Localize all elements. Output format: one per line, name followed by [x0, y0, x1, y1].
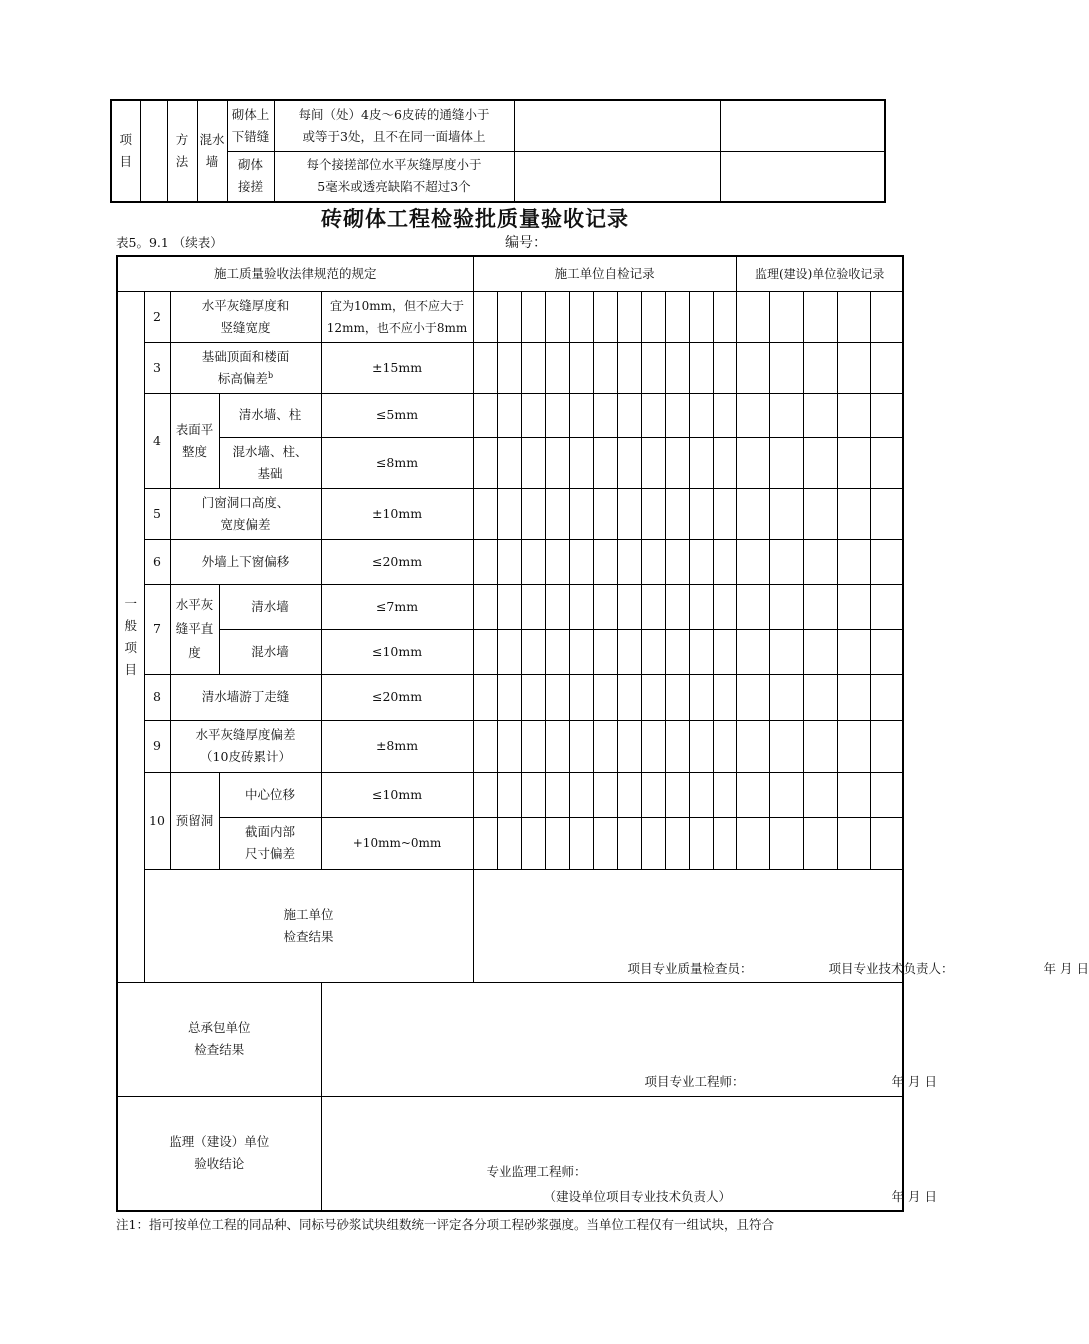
item-joint-connection: 砌体 接搓 — [227, 151, 274, 202]
record-cell[interactable] — [713, 629, 736, 674]
record-cell[interactable] — [473, 342, 497, 393]
item-name: 水平灰缝厚度偏差 （10皮砖累计） — [170, 720, 321, 772]
general-contractor-section-body[interactable] — [321, 982, 937, 1096]
supervisor-record-cell[interactable] — [803, 674, 837, 720]
record-cell[interactable] — [545, 629, 569, 674]
supervisor-record-cell[interactable] — [736, 488, 769, 539]
supervisor-record-cell[interactable] — [736, 629, 769, 674]
supervisor-record-cell[interactable] — [769, 629, 803, 674]
record-cell[interactable] — [641, 817, 665, 869]
record-cell[interactable] — [569, 393, 593, 437]
supervisor-record-cell[interactable] — [870, 488, 903, 539]
record-cell[interactable] — [545, 437, 569, 488]
record-cell[interactable] — [641, 674, 665, 720]
item-subname: 混水墙、柱、 基础 — [219, 437, 321, 488]
record-cell[interactable] — [545, 772, 569, 817]
supervisor-cell[interactable] — [720, 151, 885, 202]
supervisor-record-cell[interactable] — [736, 342, 769, 393]
record-cell[interactable] — [617, 437, 641, 488]
item-requirement: ≤8mm — [321, 437, 473, 488]
item-name: 外墙上下窗偏移 — [170, 539, 321, 584]
record-cell[interactable] — [497, 437, 521, 488]
record-cell[interactable] — [521, 393, 545, 437]
record-cell[interactable] — [641, 772, 665, 817]
supervisor-record-cell[interactable] — [769, 539, 803, 584]
record-cell[interactable] — [473, 674, 497, 720]
record-cell[interactable] — [593, 674, 617, 720]
item-number: 2 — [144, 291, 170, 342]
item-number: 10 — [144, 772, 170, 869]
supervisor-record-cell[interactable] — [803, 629, 837, 674]
supervisor-record-cell[interactable] — [769, 772, 803, 817]
record-cell[interactable] — [641, 720, 665, 772]
record-cell[interactable] — [473, 584, 497, 629]
record-cell[interactable] — [617, 772, 641, 817]
record-cell[interactable] — [497, 720, 521, 772]
record-cell[interactable] — [521, 584, 545, 629]
supervisor-record-cell[interactable] — [837, 584, 870, 629]
record-cell[interactable] — [545, 393, 569, 437]
item-subname: 清水墙、柱 — [219, 393, 321, 437]
record-cell[interactable] — [569, 817, 593, 869]
record-cell[interactable] — [665, 720, 689, 772]
record-cell[interactable] — [641, 539, 665, 584]
item-name: 水平灰缝厚度和 竖缝宽度 — [170, 291, 321, 342]
supervisor-record-cell[interactable] — [769, 720, 803, 772]
supervisor-record-cell[interactable] — [769, 393, 803, 437]
record-cell[interactable] — [569, 437, 593, 488]
blank-cell — [140, 100, 167, 202]
supervisor-record-cell[interactable] — [870, 584, 903, 629]
header-spec: 施工质量验收法律规范的规定 — [117, 256, 473, 291]
record-cell[interactable] — [473, 488, 497, 539]
record-cell[interactable] — [545, 342, 569, 393]
record-cell[interactable] — [497, 488, 521, 539]
record-cell[interactable] — [521, 817, 545, 869]
record-cell[interactable] — [689, 584, 713, 629]
record-cell[interactable] — [665, 629, 689, 674]
record-cell[interactable] — [569, 291, 593, 342]
record-cell[interactable] — [665, 817, 689, 869]
record-cell[interactable] — [473, 772, 497, 817]
record-cell[interactable] — [545, 674, 569, 720]
general-contractor-date[interactable]: 年 月 日 — [891, 1073, 937, 1089]
record-cell[interactable] — [713, 720, 736, 772]
record-cell[interactable] — [593, 342, 617, 393]
header-supervisor: 监理(建设)单位验收记录 — [736, 256, 903, 291]
record-cell[interactable] — [617, 291, 641, 342]
supervisor-record-cell[interactable] — [803, 817, 837, 869]
req-joint-connection: 每个接搓部位水平灰缝厚度小于 5毫米或透亮缺陷不超过3个 — [274, 151, 514, 202]
self-check-cell[interactable] — [514, 100, 720, 151]
record-cell[interactable] — [521, 342, 545, 393]
record-cell[interactable] — [713, 772, 736, 817]
record-cell[interactable] — [713, 584, 736, 629]
record-cell[interactable] — [665, 539, 689, 584]
record-cell[interactable] — [641, 629, 665, 674]
record-cell[interactable] — [617, 629, 641, 674]
supervisor-record-cell[interactable] — [837, 437, 870, 488]
supervisor-record-cell[interactable] — [803, 342, 837, 393]
record-cell[interactable] — [545, 291, 569, 342]
record-cell[interactable] — [593, 817, 617, 869]
item-requirement: +10mm~0mm — [321, 817, 473, 869]
supervisor-record-cell[interactable] — [769, 488, 803, 539]
item-name: 门窗洞口高度、 宽度偏差 — [170, 488, 321, 539]
record-cell[interactable] — [569, 539, 593, 584]
item-requirement: ≤5mm — [321, 393, 473, 437]
supervisor-record-cell[interactable] — [870, 291, 903, 342]
record-cell[interactable] — [497, 291, 521, 342]
supervisor-record-cell[interactable] — [736, 584, 769, 629]
record-cell[interactable] — [521, 720, 545, 772]
record-cell[interactable] — [593, 772, 617, 817]
item-group: 预留洞 — [170, 772, 219, 869]
supervisor-record-cell[interactable] — [803, 584, 837, 629]
record-cell[interactable] — [569, 488, 593, 539]
item-subname: 混水墙 — [219, 629, 321, 674]
tech-lead-signature[interactable]: 项目专业技术负责人： — [828, 960, 954, 976]
owner-tech-lead-signature[interactable]: （建设单位项目专业技术负责人） — [543, 1188, 732, 1204]
supervisor-record-cell[interactable] — [837, 488, 870, 539]
general-contractor-section-label: 总承包单位 检查结果 — [117, 982, 321, 1096]
supervisor-record-cell[interactable] — [837, 393, 870, 437]
record-cell[interactable] — [593, 437, 617, 488]
project-engineer-signature[interactable]: 项目专业工程师： — [644, 1073, 745, 1089]
supervisor-record-cell[interactable] — [736, 772, 769, 817]
record-cell[interactable] — [641, 437, 665, 488]
record-cell[interactable] — [545, 488, 569, 539]
supervisor-record-cell[interactable] — [803, 720, 837, 772]
record-cell[interactable] — [521, 629, 545, 674]
record-cell[interactable] — [689, 629, 713, 674]
item-number: 3 — [144, 342, 170, 393]
record-cell[interactable] — [713, 539, 736, 584]
record-cell[interactable] — [593, 393, 617, 437]
record-cell[interactable] — [569, 629, 593, 674]
record-cell[interactable] — [497, 342, 521, 393]
record-cell[interactable] — [545, 720, 569, 772]
supervisor-record-cell[interactable] — [769, 437, 803, 488]
item-number: 7 — [144, 584, 170, 674]
record-cell[interactable] — [569, 772, 593, 817]
supervisor-record-cell[interactable] — [870, 629, 903, 674]
record-cell[interactable] — [497, 629, 521, 674]
supervisor-record-cell[interactable] — [870, 342, 903, 393]
item-number: 5 — [144, 488, 170, 539]
supervisor-record-cell[interactable] — [803, 437, 837, 488]
record-cell[interactable] — [473, 437, 497, 488]
record-cell[interactable] — [473, 291, 497, 342]
supervising-engineer-signature[interactable]: 专业监理工程师： — [486, 1163, 587, 1179]
supervisor-record-cell[interactable] — [870, 539, 903, 584]
record-cell[interactable] — [473, 720, 497, 772]
record-cell[interactable] — [521, 291, 545, 342]
method-label-cell: 方 法 — [167, 100, 197, 202]
page-title: 砖砌体工程检验批质量验收记录 — [321, 207, 629, 231]
footnote-mark: b — [267, 370, 274, 380]
record-cell[interactable] — [689, 393, 713, 437]
contractor-section-label: 施工单位 检查结果 — [144, 869, 473, 982]
record-cell[interactable] — [665, 772, 689, 817]
record-cell[interactable] — [497, 539, 521, 584]
record-cell[interactable] — [641, 291, 665, 342]
record-cell[interactable] — [569, 674, 593, 720]
record-cell[interactable] — [617, 393, 641, 437]
supervisor-record-cell[interactable] — [736, 674, 769, 720]
item-number: 9 — [144, 720, 170, 772]
record-cell[interactable] — [521, 772, 545, 817]
self-check-cell[interactable] — [514, 151, 720, 202]
record-cell[interactable] — [521, 674, 545, 720]
record-cell[interactable] — [497, 584, 521, 629]
record-cell[interactable] — [473, 539, 497, 584]
general-items-label: 一 般 项 目 — [117, 291, 144, 982]
footnote: 注1：指可按单位工程的同品种、同标号砂浆试块组数统一评定各分项工程砂浆强度。当单位工程仅有一组试块，且符合 — [116, 1217, 774, 1232]
record-cell[interactable] — [665, 584, 689, 629]
item-subname: 中心位移 — [219, 772, 321, 817]
record-cell[interactable] — [497, 393, 521, 437]
supervisor-record-cell[interactable] — [736, 393, 769, 437]
supervisor-record-cell[interactable] — [803, 393, 837, 437]
record-cell[interactable] — [593, 488, 617, 539]
record-cell[interactable] — [713, 488, 736, 539]
supervisor-record-cell[interactable] — [837, 817, 870, 869]
record-cell[interactable] — [521, 437, 545, 488]
supervisor-record-cell[interactable] — [870, 772, 903, 817]
record-cell[interactable] — [665, 393, 689, 437]
record-cell[interactable] — [665, 437, 689, 488]
item-requirement: ±10mm — [321, 488, 473, 539]
record-cell[interactable] — [689, 817, 713, 869]
item-requirement: ±8mm — [321, 720, 473, 772]
record-cell[interactable] — [521, 488, 545, 539]
record-cell[interactable] — [617, 539, 641, 584]
supervisor-record-cell[interactable] — [837, 539, 870, 584]
record-cell[interactable] — [713, 291, 736, 342]
item-subname: 截面内部 尺寸偏差 — [219, 817, 321, 869]
supervisor-date[interactable]: 年 月 日 — [891, 1188, 937, 1204]
top-continuation-table — [110, 99, 886, 203]
supervisor-record-cell[interactable] — [769, 291, 803, 342]
supervisor-record-cell[interactable] — [870, 393, 903, 437]
record-cell[interactable] — [593, 539, 617, 584]
form-code: 表5。9.1 （续表） — [116, 235, 223, 250]
item-number: 4 — [144, 393, 170, 488]
item-requirement: 宜为10mm，但不应大于 12mm，也不应小于8mm — [321, 291, 473, 342]
item-requirement: ≤10mm — [321, 629, 473, 674]
item-requirement: ≤20mm — [321, 539, 473, 584]
record-cell[interactable] — [641, 342, 665, 393]
record-cell[interactable] — [689, 720, 713, 772]
record-cell[interactable] — [665, 488, 689, 539]
supervisor-record-cell[interactable] — [769, 817, 803, 869]
record-cell[interactable] — [617, 488, 641, 539]
supervisor-record-cell[interactable] — [870, 817, 903, 869]
supervisor-record-cell[interactable] — [736, 437, 769, 488]
record-cell[interactable] — [569, 584, 593, 629]
record-cell[interactable] — [617, 674, 641, 720]
item-requirement: ±15mm — [321, 342, 473, 393]
supervisor-record-cell[interactable] — [736, 817, 769, 869]
record-cell[interactable] — [617, 342, 641, 393]
quality-inspector-signature[interactable]: 项目专业质量检查员： — [627, 960, 753, 976]
record-cell[interactable] — [617, 817, 641, 869]
supervisor-record-cell[interactable] — [803, 772, 837, 817]
item-requirement: ≤10mm — [321, 772, 473, 817]
supervisor-record-cell[interactable] — [837, 772, 870, 817]
record-cell[interactable] — [689, 437, 713, 488]
record-cell[interactable] — [473, 629, 497, 674]
item-number: 8 — [144, 674, 170, 720]
record-cell[interactable] — [593, 584, 617, 629]
number-label: 编号： — [505, 235, 547, 251]
record-cell[interactable] — [713, 393, 736, 437]
record-cell[interactable] — [641, 488, 665, 539]
supervisor-section-body[interactable] — [321, 1096, 937, 1211]
record-cell[interactable] — [545, 817, 569, 869]
record-cell[interactable] — [545, 584, 569, 629]
record-cell[interactable] — [593, 291, 617, 342]
project-label-cell: 项 目 — [111, 100, 140, 202]
header-self-check: 施工单位自检记录 — [473, 256, 736, 291]
item-stagger-joint: 砌体上 下错缝 — [227, 100, 274, 151]
supervisor-record-cell[interactable] — [769, 342, 803, 393]
supervisor-record-cell[interactable] — [870, 437, 903, 488]
item-group: 水平灰 缝平直 度 — [170, 584, 219, 674]
record-cell[interactable] — [665, 291, 689, 342]
supervisor-record-cell[interactable] — [837, 674, 870, 720]
supervisor-record-cell[interactable] — [736, 539, 769, 584]
record-cell[interactable] — [689, 291, 713, 342]
record-cell[interactable] — [689, 674, 713, 720]
inspection-record-table — [116, 255, 1089, 1212]
supervisor-record-cell[interactable] — [736, 720, 769, 772]
item-name: 基础顶面和楼面 标高偏差$^b$ — [170, 342, 321, 393]
contractor-section-body[interactable] — [473, 869, 1089, 982]
supervisor-record-cell[interactable] — [803, 488, 837, 539]
item-subname: 清水墙 — [219, 584, 321, 629]
item-requirement: ≤7mm — [321, 584, 473, 629]
record-cell[interactable] — [713, 437, 736, 488]
record-cell[interactable] — [665, 342, 689, 393]
record-cell[interactable] — [497, 817, 521, 869]
supervisor-record-cell[interactable] — [769, 584, 803, 629]
record-cell[interactable] — [545, 539, 569, 584]
supervisor-record-cell[interactable] — [803, 291, 837, 342]
record-cell[interactable] — [473, 393, 497, 437]
record-cell[interactable] — [569, 342, 593, 393]
record-cell[interactable] — [473, 817, 497, 869]
record-cell[interactable] — [593, 629, 617, 674]
supervisor-record-cell[interactable] — [803, 539, 837, 584]
supervisor-record-cell[interactable] — [870, 674, 903, 720]
record-cell[interactable] — [713, 817, 736, 869]
record-cell[interactable] — [713, 342, 736, 393]
record-cell[interactable] — [617, 720, 641, 772]
record-cell[interactable] — [665, 674, 689, 720]
record-cell[interactable] — [569, 720, 593, 772]
record-cell[interactable] — [689, 539, 713, 584]
item-name: 清水墙游丁走缝 — [170, 674, 321, 720]
supervisor-record-cell[interactable] — [837, 342, 870, 393]
supervisor-record-cell[interactable] — [837, 720, 870, 772]
record-cell[interactable] — [689, 342, 713, 393]
record-cell[interactable] — [497, 674, 521, 720]
item-group: 表面平 整度 — [170, 393, 219, 488]
record-cell[interactable] — [689, 772, 713, 817]
record-cell[interactable] — [497, 772, 521, 817]
item-number: 6 — [144, 539, 170, 584]
req-stagger-joint: 每间（处）4皮～6皮砖的通缝小于 或等于3处，且不在同一面墙体上 — [274, 100, 514, 151]
supervisor-record-cell[interactable] — [769, 674, 803, 720]
supervisor-record-cell[interactable] — [870, 720, 903, 772]
supervisor-cell[interactable] — [720, 100, 885, 151]
record-cell[interactable] — [593, 720, 617, 772]
record-cell[interactable] — [617, 584, 641, 629]
supervisor-record-cell[interactable] — [837, 629, 870, 674]
supervisor-record-cell[interactable] — [837, 291, 870, 342]
wall-label-cell: 混水 墙 — [197, 100, 227, 202]
supervisor-record-cell[interactable] — [736, 291, 769, 342]
item-requirement: ≤20mm — [321, 674, 473, 720]
record-cell[interactable] — [521, 539, 545, 584]
record-cell[interactable] — [713, 674, 736, 720]
record-cell[interactable] — [641, 584, 665, 629]
record-cell[interactable] — [641, 393, 665, 437]
supervisor-section-label: 监理（建设）单位 验收结论 — [117, 1096, 321, 1211]
record-cell[interactable] — [689, 488, 713, 539]
contractor-date[interactable]: 年 月 日 — [1043, 960, 1089, 976]
